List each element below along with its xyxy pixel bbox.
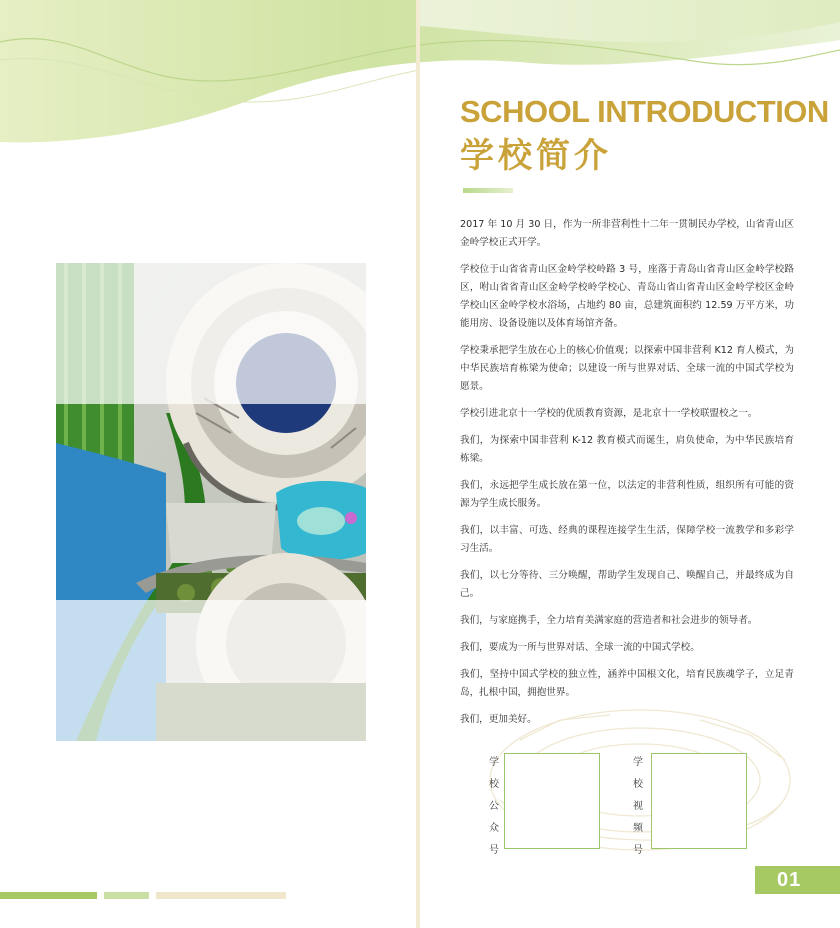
photo-fade-bottom bbox=[56, 600, 366, 741]
paragraph: 学校位于山省省青山区金岭学校岭路 3 号，座落于青岛山省青山区金岭学校路区，咐山省省青山区金岭学校岭学校心、青岛山省山省青山区金岭学校区金岭学校山区金岭学校水浴场，占地约 80 亩，总建筑面积约 12.59 万平方米，功能用房、设备设施以及体育场馆齐备。 bbox=[460, 264, 794, 329]
paragraph: 我们，更加美好。 bbox=[460, 714, 537, 725]
video-account-qr-code[interactable] bbox=[651, 753, 747, 849]
paragraph: 2017 年 10 月 30 日，作为一所非营利性十二年一贯制民办学校，山省青山区金岭学校正式开学。 bbox=[460, 219, 794, 248]
paragraph: 我们，坚持中国式学校的独立性，涵养中国根文化，培育民族魂学子，立足青岛，扎根中国，拥抱世界。 bbox=[460, 669, 794, 698]
paragraph: 我们，以丰富、可选、经典的课程连接学生生活，保障学校一流教学和多彩学习生活。 bbox=[460, 525, 794, 554]
photo-fade-top bbox=[56, 263, 366, 404]
title-underline bbox=[463, 188, 513, 193]
page-title-en: SCHOOL INTRODUCTION bbox=[460, 94, 829, 129]
page-title-cn: 学校简介 bbox=[460, 136, 612, 176]
official-account-qr-code[interactable] bbox=[504, 753, 600, 849]
header-wave-decoration bbox=[0, 0, 840, 160]
footer-bar-beige bbox=[156, 892, 286, 899]
paragraph: 我们，与家庭携手，全力培育美满家庭的营造者和社会进步的领导者。 bbox=[460, 615, 758, 626]
video-account-label: 学校视频号 bbox=[633, 757, 643, 856]
paragraph: 我们，为探索中国非营利 K-12 教育模式而诞生，肩负使命，为中华民族培育栋梁。 bbox=[460, 435, 794, 464]
paragraph: 我们，永远把学生成长放在第一位，以法定的非营利性质，组织所有可能的资源为学生成长服务。 bbox=[460, 480, 794, 509]
campus-aerial-photo bbox=[56, 263, 366, 741]
footer-bar-green bbox=[0, 892, 97, 899]
footer-bar-lightgreen bbox=[104, 892, 149, 899]
paragraph: 我们，以七分等待、三分唤醒，帮助学生发现自己、唤醒自己，并最终成为自己。 bbox=[460, 570, 794, 599]
school-introduction-text bbox=[460, 216, 794, 738]
paragraph: 我们，要成为一所与世界对话、全球一流的中国式学校。 bbox=[460, 642, 700, 653]
paragraph: 学校引进北京十一学校的优质教育资源，是北京十一学校联盟校之一。 bbox=[460, 408, 758, 419]
center-divider bbox=[416, 0, 420, 928]
paragraph: 学校秉承把学生放在心上的核心价值观；以探索中国非营利 K12 育人模式，为中华民族培育栋梁为使命；以建设一所与世界对话、全球一流的中国式学校为愿景。 bbox=[460, 345, 794, 392]
page-number: 01 bbox=[755, 866, 840, 894]
official-account-label: 学校公众号 bbox=[489, 757, 499, 856]
